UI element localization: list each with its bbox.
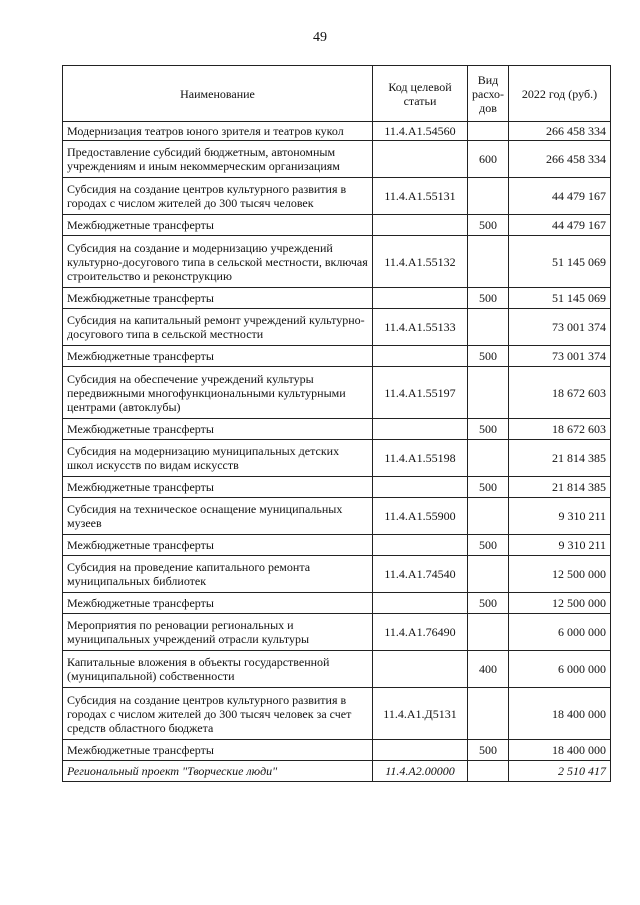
cell-code xyxy=(373,651,468,688)
cell-amount: 18 400 000 xyxy=(509,688,611,740)
cell-code: 11.4.А2.00000 xyxy=(373,761,468,782)
table-row xyxy=(63,215,611,236)
cell-name: Предоставление субсидий бюджетным, автономным учреждениям и иным некоммерческим организациям xyxy=(63,141,373,178)
cell-type xyxy=(468,309,509,346)
cell-type: 500 xyxy=(468,593,509,614)
cell-type xyxy=(468,367,509,419)
table-row xyxy=(63,535,611,556)
cell-code: 11.4.А1.55900 xyxy=(373,498,468,535)
table-row xyxy=(63,346,611,367)
cell-type: 500 xyxy=(468,477,509,498)
cell-name: Субсидия на техническое оснащение муниципальных музеев xyxy=(63,498,373,535)
table-row xyxy=(63,288,611,309)
table-row xyxy=(63,688,611,740)
page-number: 49 xyxy=(313,30,327,45)
table-row xyxy=(63,419,611,440)
cell-name: Модернизация театров юного зрителя и театров кукол xyxy=(63,122,373,141)
budget-table xyxy=(62,65,611,782)
cell-amount: 18 672 603 xyxy=(509,367,611,419)
cell-type xyxy=(468,122,509,141)
cell-name: Межбюджетные трансферты xyxy=(63,593,373,614)
cell-amount: 6 000 000 xyxy=(509,614,611,651)
cell-amount: 18 672 603 xyxy=(509,419,611,440)
cell-amount: 6 000 000 xyxy=(509,651,611,688)
cell-type: 600 xyxy=(468,141,509,178)
table-row xyxy=(63,614,611,651)
header-amount: 2022 год (руб.) xyxy=(509,66,611,122)
cell-code xyxy=(373,141,468,178)
header-name: Наименование xyxy=(63,66,373,122)
cell-type: 500 xyxy=(468,215,509,236)
cell-name: Субсидия на создание и модернизацию учреждений культурно-досугового типа в сельской местности, включая строительство и реконструкцию xyxy=(63,236,373,288)
cell-code xyxy=(373,477,468,498)
cell-code xyxy=(373,346,468,367)
table-row xyxy=(63,236,611,288)
cell-name: Субсидия на проведение капитального ремонта муниципальных библиотек xyxy=(63,556,373,593)
cell-code: 11.4.А1.55198 xyxy=(373,440,468,477)
cell-amount: 51 145 069 xyxy=(509,288,611,309)
cell-amount: 266 458 334 xyxy=(509,141,611,178)
cell-code xyxy=(373,215,468,236)
cell-type xyxy=(468,688,509,740)
cell-name: Субсидия на создание центров культурного развития в городах с числом жителей до 300 тысяч человек за счет средств областного бюджета xyxy=(63,688,373,740)
table-row xyxy=(63,498,611,535)
table-row xyxy=(63,651,611,688)
table-row xyxy=(63,440,611,477)
cell-name: Межбюджетные трансферты xyxy=(63,477,373,498)
cell-amount: 2 510 417 xyxy=(509,761,611,782)
cell-code: 11.4.А1.55132 xyxy=(373,236,468,288)
cell-amount: 18 400 000 xyxy=(509,740,611,761)
cell-code: 11.4.А1.55131 xyxy=(373,178,468,215)
cell-code: 11.4.А1.74540 xyxy=(373,556,468,593)
cell-type: 500 xyxy=(468,535,509,556)
cell-amount: 9 310 211 xyxy=(509,498,611,535)
cell-type: 400 xyxy=(468,651,509,688)
cell-name: Межбюджетные трансферты xyxy=(63,288,373,309)
table-row xyxy=(63,740,611,761)
table-row xyxy=(63,309,611,346)
cell-name: Субсидия на капитальный ремонт учреждений культурно-досугового типа в сельской местности xyxy=(63,309,373,346)
cell-code: 11.4.А1.54560 xyxy=(373,122,468,141)
cell-name: Региональный проект "Творческие люди" xyxy=(63,761,373,782)
cell-type xyxy=(468,614,509,651)
table-header-row xyxy=(63,66,611,122)
cell-code: 11.4.А1.76490 xyxy=(373,614,468,651)
cell-amount: 73 001 374 xyxy=(509,346,611,367)
header-type: Вид расхо-дов xyxy=(468,66,509,122)
cell-name: Мероприятия по реновации региональных и муниципальных учреждений отрасли культуры xyxy=(63,614,373,651)
cell-name: Межбюджетные трансферты xyxy=(63,740,373,761)
cell-code xyxy=(373,740,468,761)
cell-amount: 9 310 211 xyxy=(509,535,611,556)
cell-type xyxy=(468,178,509,215)
cell-amount: 266 458 334 xyxy=(509,122,611,141)
cell-name: Субсидия на обеспечение учреждений культуры передвижными многофункциональными культурными центрами (автоклубы) xyxy=(63,367,373,419)
table-row xyxy=(63,477,611,498)
cell-amount: 12 500 000 xyxy=(509,556,611,593)
header-code: Код целевой статьи xyxy=(373,66,468,122)
cell-amount: 21 814 385 xyxy=(509,440,611,477)
cell-code xyxy=(373,288,468,309)
cell-type: 500 xyxy=(468,288,509,309)
cell-code: 11.4.А1.55133 xyxy=(373,309,468,346)
cell-name: Субсидия на модернизацию муниципальных детских школ искусств по видам искусств xyxy=(63,440,373,477)
table-row xyxy=(63,122,611,141)
cell-name: Межбюджетные трансферты xyxy=(63,419,373,440)
cell-amount: 44 479 167 xyxy=(509,178,611,215)
cell-name: Межбюджетные трансферты xyxy=(63,215,373,236)
cell-amount: 12 500 000 xyxy=(509,593,611,614)
cell-name: Межбюджетные трансферты xyxy=(63,535,373,556)
cell-code xyxy=(373,535,468,556)
cell-type xyxy=(468,556,509,593)
cell-type xyxy=(468,440,509,477)
cell-type xyxy=(468,761,509,782)
table-row xyxy=(63,367,611,419)
cell-type: 500 xyxy=(468,346,509,367)
cell-code xyxy=(373,419,468,440)
cell-type: 500 xyxy=(468,740,509,761)
cell-code: 11.4.А1.55197 xyxy=(373,367,468,419)
table-row xyxy=(63,761,611,782)
table-row xyxy=(63,178,611,215)
table-row xyxy=(63,593,611,614)
cell-amount: 21 814 385 xyxy=(509,477,611,498)
cell-name: Субсидия на создание центров культурного развития в городах с числом жителей до 300 тысяч человек xyxy=(63,178,373,215)
cell-code: 11.4.А1.Д5131 xyxy=(373,688,468,740)
table-row xyxy=(63,556,611,593)
table-row xyxy=(63,141,611,178)
cell-code xyxy=(373,593,468,614)
cell-type xyxy=(468,236,509,288)
cell-name: Межбюджетные трансферты xyxy=(63,346,373,367)
cell-name: Капитальные вложения в объекты государственной (муниципальной) собственности xyxy=(63,651,373,688)
cell-amount: 51 145 069 xyxy=(509,236,611,288)
cell-type: 500 xyxy=(468,419,509,440)
cell-amount: 73 001 374 xyxy=(509,309,611,346)
cell-type xyxy=(468,498,509,535)
cell-amount: 44 479 167 xyxy=(509,215,611,236)
